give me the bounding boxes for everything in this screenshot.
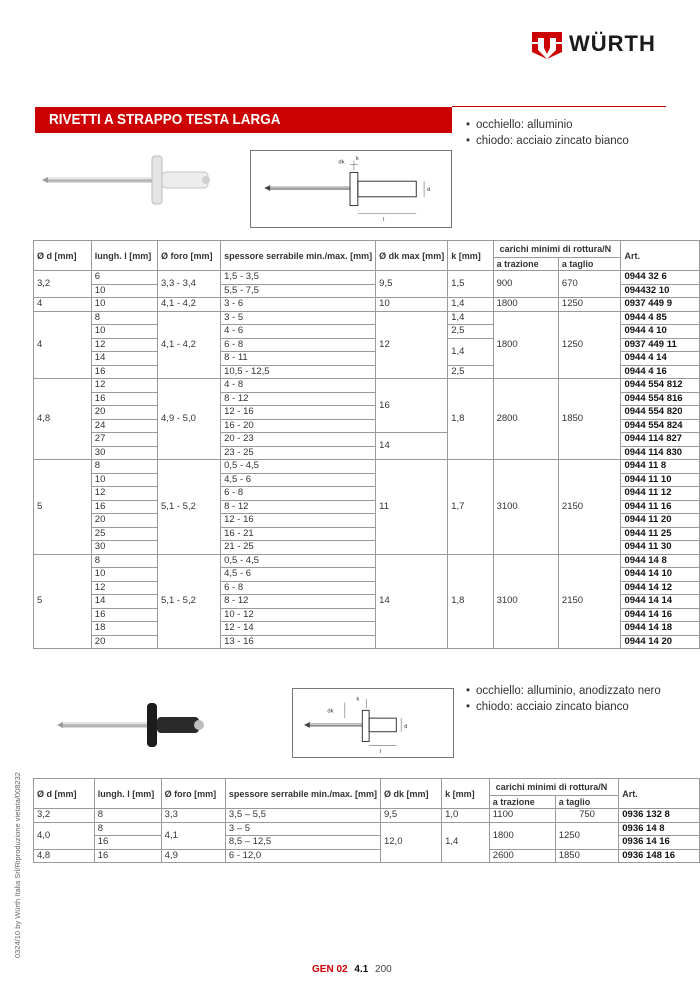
cell-art: 0937 449 11 xyxy=(621,338,700,352)
cell-k: 1,8 xyxy=(448,554,493,649)
cell-length: 8 xyxy=(91,460,157,474)
col-header-k: k [mm] xyxy=(448,241,493,271)
feature-item: • chiodo: acciaio zincato bianco xyxy=(466,699,661,715)
cell-k: 1,0 xyxy=(442,809,490,823)
col-header-k: k [mm] xyxy=(442,779,490,809)
cell-art: 0944 14 14 xyxy=(621,595,700,609)
cell-length: 10 xyxy=(91,325,157,339)
cell-length: 20 xyxy=(91,514,157,528)
cell-tensile: 1800 xyxy=(493,298,558,312)
cell-length: 12 xyxy=(91,581,157,595)
cell-art: 0944 554 812 xyxy=(621,379,700,393)
cell-length: 10 xyxy=(91,298,157,312)
page-footer xyxy=(312,964,392,975)
cell-hole: 4,9 - 5,0 xyxy=(158,379,221,460)
cell-shear: 670 xyxy=(558,271,621,298)
cell-dk: 12 xyxy=(376,311,448,379)
cell-tensile: 2600 xyxy=(489,849,555,863)
cell-grip: 6 - 8 xyxy=(221,581,376,595)
cell-length: 12 xyxy=(91,338,157,352)
cell-grip: 12 - 16 xyxy=(221,406,376,420)
cell-art: 094432 10 xyxy=(621,284,700,298)
cell-grip: 4 - 8 xyxy=(221,379,376,393)
table-row xyxy=(34,849,700,863)
cell-shear: 2150 xyxy=(558,554,621,649)
diagram2-label-dk: dk xyxy=(327,708,334,715)
cell-grip: 8 - 12 xyxy=(221,392,376,406)
cell-dk: 9,5 xyxy=(376,271,448,298)
cell-art: 0944 4 85 xyxy=(621,311,700,325)
table-row xyxy=(34,311,700,325)
cell-art: 0936 148 16 xyxy=(619,849,700,863)
cell-grip: 20 - 23 xyxy=(221,433,376,447)
col-header-min-load: carichi minimi di rottura/N xyxy=(493,241,621,258)
cell-d: 3,2 xyxy=(34,809,95,823)
diagram1-label-dk: dk xyxy=(338,159,345,166)
cell-art: 0944 554 824 xyxy=(621,419,700,433)
cell-length: 24 xyxy=(91,419,157,433)
col-header-d: Ø d [mm] xyxy=(34,779,95,809)
cell-dk: 14 xyxy=(376,433,448,460)
col-header-shear: a taglio xyxy=(558,258,621,271)
cell-k: 2,5 xyxy=(448,325,493,339)
col-header-grip-range: spessore serrabile min./max. [mm] xyxy=(225,779,380,809)
cell-shear: 1250 xyxy=(555,822,619,849)
cell-hole: 3,3 - 3,4 xyxy=(158,271,221,298)
col-header-dk: Ø dk max [mm] xyxy=(376,241,448,271)
spec-table-1 xyxy=(33,240,700,649)
cell-shear: 2150 xyxy=(558,460,621,555)
cell-art: 0944 114 827 xyxy=(621,433,700,447)
cell-length: 16 xyxy=(91,365,157,379)
cell-grip: 12 - 16 xyxy=(221,514,376,528)
col-header-grip-range: spessore serrabile min./max. [mm] xyxy=(221,241,376,271)
cell-length: 8 xyxy=(94,822,161,836)
cell-art: 0944 114 830 xyxy=(621,446,700,460)
cell-grip: 6 - 8 xyxy=(221,338,376,352)
cell-art: 0944 11 30 xyxy=(621,541,700,555)
cell-d: 4,8 xyxy=(34,379,92,460)
cell-grip: 0,5 - 4,5 xyxy=(221,460,376,474)
cell-hole: 3,3 xyxy=(161,809,225,823)
cell-tensile: 3100 xyxy=(493,554,558,649)
cell-hole: 5,1 - 5,2 xyxy=(158,554,221,649)
cell-art: 0944 11 10 xyxy=(621,473,700,487)
cell-grip: 8 - 12 xyxy=(221,595,376,609)
rivet-diagram-1 xyxy=(250,150,452,228)
diagram2-label-d: d xyxy=(404,723,408,730)
cell-tensile: 1100 xyxy=(489,809,555,823)
table-row xyxy=(34,379,700,393)
cell-tensile: 900 xyxy=(493,271,558,298)
cell-length: 12 xyxy=(91,379,157,393)
copyright-note: 0324/10 by Würth Italia Srl/Riproduzione vietata/008232 xyxy=(13,772,22,958)
cell-grip: 4,5 - 6 xyxy=(221,473,376,487)
cell-grip: 8 - 11 xyxy=(221,352,376,366)
cell-length: 20 xyxy=(91,406,157,420)
cell-grip: 4,5 - 6 xyxy=(221,568,376,582)
cell-art: 0944 32 6 xyxy=(621,271,700,285)
table-row xyxy=(34,809,700,823)
col-header-hole: Ø foro [mm] xyxy=(158,241,221,271)
cell-tensile: 1800 xyxy=(493,311,558,379)
cell-hole: 4,1 - 4,2 xyxy=(158,298,221,312)
cell-grip: 8 - 12 xyxy=(221,500,376,514)
cell-length: 14 xyxy=(91,595,157,609)
cell-art: 0944 14 12 xyxy=(621,581,700,595)
rivet-photo-black xyxy=(55,700,215,750)
col-header-art: Art. xyxy=(619,779,700,809)
cell-d: 4,8 xyxy=(34,849,95,863)
cell-length: 6 xyxy=(91,271,157,285)
cell-length: 16 xyxy=(91,500,157,514)
col-header-dk: Ø dk [mm] xyxy=(380,779,441,809)
cell-shear: 1850 xyxy=(555,849,619,863)
cell-art: 0936 132 8 xyxy=(619,809,700,823)
cell-hole: 5,1 - 5,2 xyxy=(158,460,221,555)
spec-table-2 xyxy=(33,778,700,863)
cell-k: 1,4 xyxy=(448,298,493,312)
cell-shear: 1250 xyxy=(558,298,621,312)
cell-art: 0944 11 20 xyxy=(621,514,700,528)
cell-grip: 4 - 6 xyxy=(221,325,376,339)
cell-length: 16 xyxy=(94,836,161,850)
cell-tensile: 1800 xyxy=(489,822,555,849)
cell-grip: 6 - 12,0 xyxy=(225,849,380,863)
cell-grip: 12 - 14 xyxy=(221,622,376,636)
page-number: 200 xyxy=(375,964,392,975)
cell-art: 0944 554 820 xyxy=(621,406,700,420)
cell-art: 0936 14 16 xyxy=(619,836,700,850)
cell-d: 4 xyxy=(34,298,92,312)
cell-length: 14 xyxy=(91,352,157,366)
cell-length: 18 xyxy=(91,622,157,636)
feature-list-2 xyxy=(466,683,661,715)
cell-d: 5 xyxy=(34,554,92,649)
col-header-art: Art. xyxy=(621,241,700,271)
col-header-min-load: carichi minimi di rottura/N xyxy=(489,779,619,796)
cell-grip: 16 - 21 xyxy=(221,527,376,541)
cell-grip: 16 - 20 xyxy=(221,419,376,433)
cell-k: 1,5 xyxy=(448,271,493,298)
cell-art: 0944 14 10 xyxy=(621,568,700,582)
cell-shear: 1250 xyxy=(558,311,621,379)
cell-length: 27 xyxy=(91,433,157,447)
cell-k: 1,4 xyxy=(448,338,493,365)
cell-dk: 9,5 xyxy=(380,809,441,823)
cell-art: 0944 11 12 xyxy=(621,487,700,501)
cell-grip: 10 - 12 xyxy=(221,608,376,622)
cell-shear: 750 xyxy=(555,809,619,823)
cell-length: 8 xyxy=(91,554,157,568)
table-row xyxy=(34,271,700,285)
section-number: 4.1 xyxy=(354,964,369,975)
cell-dk: 10 xyxy=(376,298,448,312)
cell-art: 0944 4 14 xyxy=(621,352,700,366)
cell-length: 25 xyxy=(91,527,157,541)
col-header-shear: a taglio xyxy=(555,796,619,809)
cell-dk: 11 xyxy=(376,460,448,555)
rivet-diagram-2 xyxy=(292,688,454,758)
cell-art: 0944 554 816 xyxy=(621,392,700,406)
cell-k: 1,4 xyxy=(442,822,490,863)
cell-length: 16 xyxy=(94,849,161,863)
title-bar xyxy=(35,107,452,133)
diagram1-label-d: d xyxy=(427,186,431,193)
cell-art: 0944 11 25 xyxy=(621,527,700,541)
cell-art: 0944 11 16 xyxy=(621,500,700,514)
cell-d: 3,2 xyxy=(34,271,92,298)
cell-grip: 1,5 - 3,5 xyxy=(221,271,376,285)
cell-k: 1,7 xyxy=(448,460,493,555)
cell-length: 10 xyxy=(91,568,157,582)
cell-tensile: 2800 xyxy=(493,379,558,460)
wuerth-logo-icon xyxy=(531,28,563,60)
table-row xyxy=(34,298,700,312)
cell-shear: 1850 xyxy=(558,379,621,460)
cell-art: 0944 14 16 xyxy=(621,608,700,622)
cell-grip: 5,5 - 7,5 xyxy=(221,284,376,298)
col-header-tensile: a trazione xyxy=(493,258,558,271)
table-row xyxy=(34,460,700,474)
col-header-length: lungh. l [mm] xyxy=(94,779,161,809)
feature-item: • chiodo: acciaio zincato bianco xyxy=(466,133,629,149)
cell-grip: 0,5 - 4,5 xyxy=(221,554,376,568)
col-header-hole: Ø foro [mm] xyxy=(161,779,225,809)
cell-art: 0944 14 18 xyxy=(621,622,700,636)
cell-k: 2,5 xyxy=(448,365,493,379)
cell-grip: 21 - 25 xyxy=(221,541,376,555)
cell-grip: 13 - 16 xyxy=(221,635,376,649)
brand-logo xyxy=(531,28,656,60)
cell-art: 0944 11 8 xyxy=(621,460,700,474)
cell-grip: 3,5 – 5,5 xyxy=(225,809,380,823)
cell-dk: 14 xyxy=(376,554,448,649)
cell-d: 5 xyxy=(34,460,92,555)
feature-item: • occhiello: alluminio xyxy=(466,117,629,133)
cell-art: 0936 14 8 xyxy=(619,822,700,836)
table-row xyxy=(34,822,700,836)
title-rule xyxy=(452,106,666,107)
diagram1-label-k: k xyxy=(355,155,359,162)
cell-grip: 3 - 5 xyxy=(221,311,376,325)
table-row xyxy=(34,554,700,568)
feature-item: • occhiello: alluminio, anodizzato nero xyxy=(466,683,661,699)
diagram1-label-l: l xyxy=(383,217,385,224)
cell-grip: 3 – 5 xyxy=(225,822,380,836)
cell-length: 30 xyxy=(91,541,157,555)
cell-grip: 10,5 - 12,5 xyxy=(221,365,376,379)
cell-art: 0937 449 9 xyxy=(621,298,700,312)
feature-list-1 xyxy=(466,117,629,149)
cell-length: 10 xyxy=(91,473,157,487)
diagram2-label-k: k xyxy=(356,696,360,703)
cell-tensile: 3100 xyxy=(493,460,558,555)
cell-hole: 4,9 xyxy=(161,849,225,863)
cell-art: 0944 4 16 xyxy=(621,365,700,379)
cell-grip: 3 - 6 xyxy=(221,298,376,312)
catalog-code: GEN 02 xyxy=(312,964,348,975)
cell-hole: 4,1 - 4,2 xyxy=(158,311,221,379)
cell-k: 1,8 xyxy=(448,379,493,460)
cell-dk: 16 xyxy=(376,379,448,433)
cell-length: 16 xyxy=(91,608,157,622)
cell-length: 16 xyxy=(91,392,157,406)
brand-name: WÜRTH xyxy=(569,31,656,56)
page-title: RIVETTI A STRAPPO TESTA LARGA xyxy=(49,111,281,128)
cell-art: 0944 14 8 xyxy=(621,554,700,568)
cell-hole: 4,1 xyxy=(161,822,225,849)
cell-length: 12 xyxy=(91,487,157,501)
cell-length: 30 xyxy=(91,446,157,460)
cell-d: 4,0 xyxy=(34,822,95,849)
cell-art: 0944 14 20 xyxy=(621,635,700,649)
cell-d: 4 xyxy=(34,311,92,379)
col-header-d: Ø d [mm] xyxy=(34,241,92,271)
cell-grip: 6 - 8 xyxy=(221,487,376,501)
cell-dk: 12,0 xyxy=(380,822,441,863)
diagram2-label-l: l xyxy=(379,749,382,756)
cell-length: 8 xyxy=(91,311,157,325)
cell-k: 1,4 xyxy=(448,311,493,325)
cell-length: 8 xyxy=(94,809,161,823)
rivet-photo-aluminium xyxy=(40,150,220,210)
cell-length: 10 xyxy=(91,284,157,298)
col-header-tensile: a trazione xyxy=(489,796,555,809)
cell-grip: 23 - 25 xyxy=(221,446,376,460)
cell-length: 20 xyxy=(91,635,157,649)
cell-grip: 8,5 – 12,5 xyxy=(225,836,380,850)
cell-art: 0944 4 10 xyxy=(621,325,700,339)
col-header-length: lungh. l [mm] xyxy=(91,241,157,271)
